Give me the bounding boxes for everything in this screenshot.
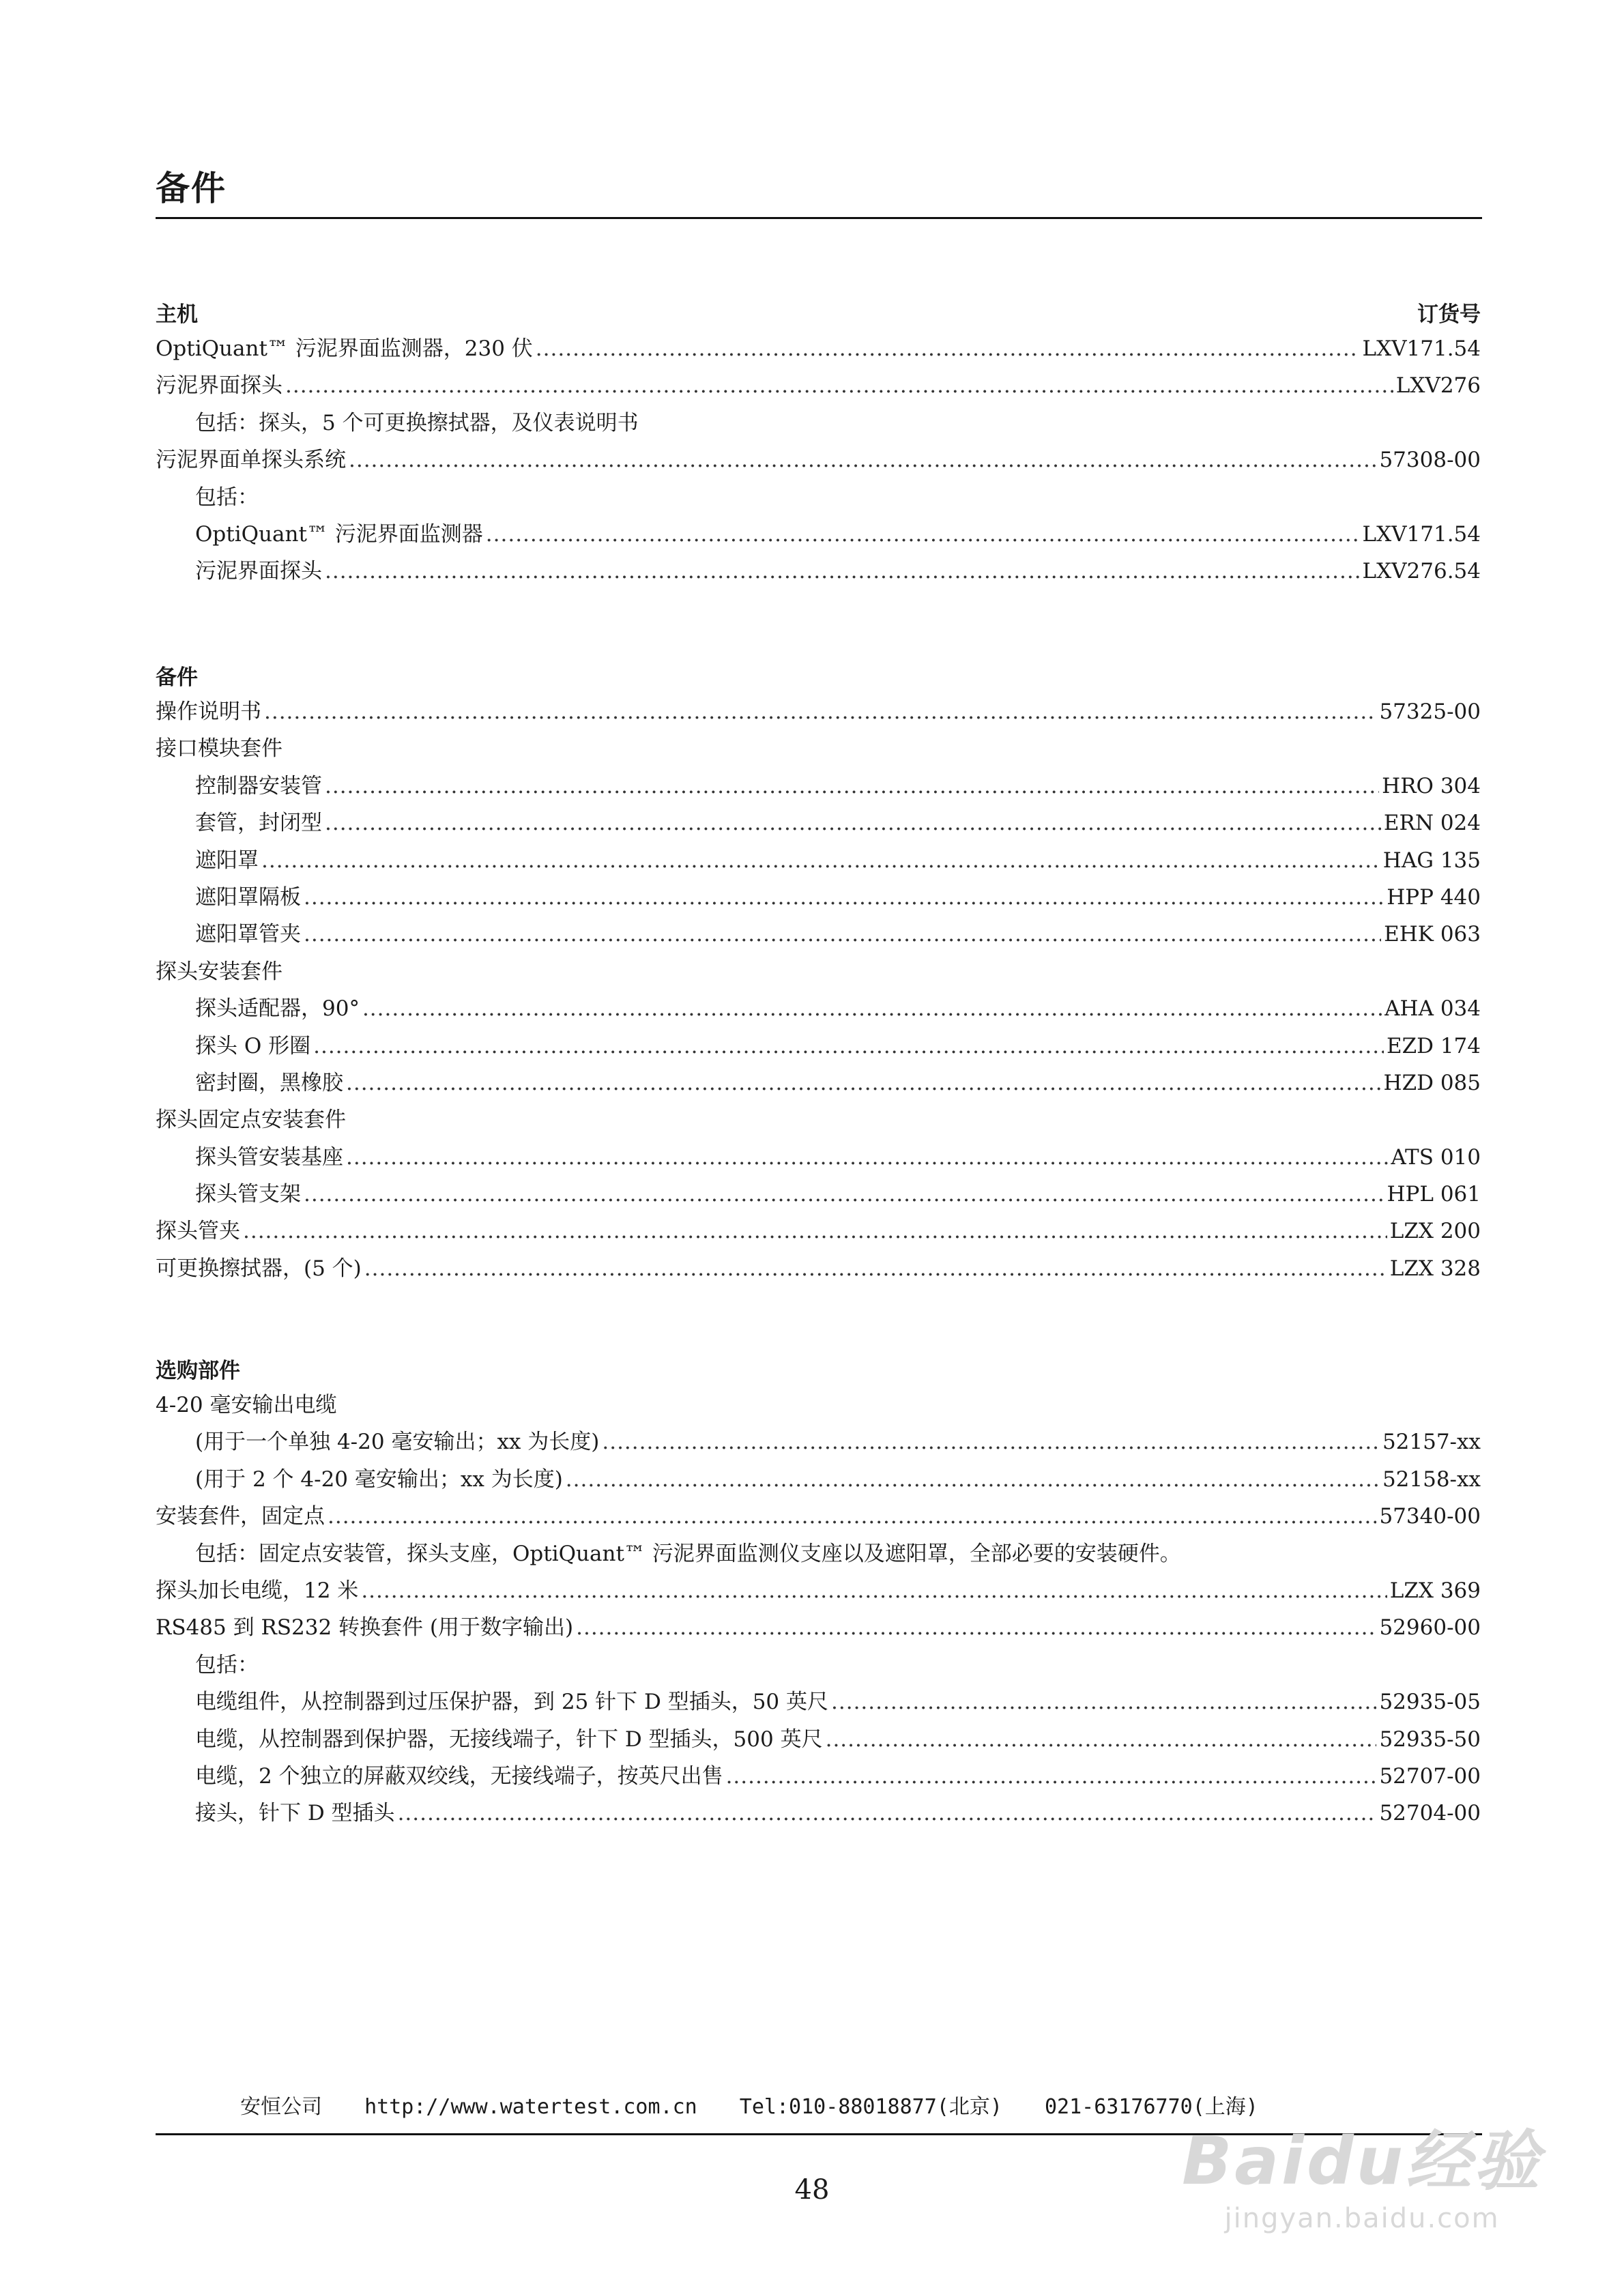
list-group: 接口模块套件 xyxy=(156,736,282,762)
list-item: 探头管夹 ..... LZX 200 xyxy=(156,1213,1481,1250)
list-item: 遮阳罩管夹 ..... EHK 063 xyxy=(156,916,1481,953)
footer-tel-beijing: Tel:010-88018877(北京) xyxy=(739,2095,1002,2119)
footer-contact xyxy=(240,2090,1288,2120)
list-note: 包括： xyxy=(195,1652,259,1677)
list-item: 接头，针下 D 型插头 ..... 52704-00 xyxy=(156,1795,1481,1832)
footer-company: 安恒公司 xyxy=(240,2095,322,2119)
watermark-url: jingyan.baidu.com xyxy=(1224,2203,1500,2234)
main-unit-section xyxy=(156,293,1481,590)
list-item: 污泥界面探头 ..... LXV276.54 xyxy=(156,553,1481,590)
order-number-heading: 订货号 xyxy=(1417,302,1481,327)
list-group: 探头安装套件 xyxy=(156,959,282,984)
list-item: 遮阳罩隔板 ..... HPP 440 xyxy=(156,879,1481,916)
list-item: 密封圈，黑橡胶 ..... HZD 085 xyxy=(156,1065,1481,1101)
list-note: 包括： xyxy=(195,485,259,510)
list-note: 包括：探头，5 个可更换擦拭器，及仪表说明书 xyxy=(195,410,639,435)
page-title: 备件 xyxy=(156,169,227,208)
baidu-watermark xyxy=(1182,2109,1542,2234)
list-item: 探头管安装基座 ..... ATS 010 xyxy=(156,1139,1481,1176)
list-item: 控制器安装管 ..... HRO 304 xyxy=(156,768,1481,805)
list-item: (用于一个单独 4-20 毫安输出；xx 为长度) ..... 52157-xx xyxy=(156,1424,1481,1460)
list-item: (用于 2 个 4-20 毫安输出；xx 为长度) ..... 52158-xx xyxy=(156,1461,1481,1498)
list-item: 污泥界面探头 ..... LXV276 xyxy=(156,367,1481,404)
list-item: OptiQuant™ 污泥界面监测器 ..... LXV171.54 xyxy=(156,516,1481,553)
spare-parts-header xyxy=(156,656,1481,691)
list-item: 套管，封闭型 ..... ERN 024 xyxy=(156,805,1481,841)
list-item: 探头管支架 ..... HPL 061 xyxy=(156,1176,1481,1213)
list-item: 操作说明书 ..... 57325-00 xyxy=(156,693,1481,730)
list-item: 探头适配器，90° ..... AHA 034 xyxy=(156,990,1481,1027)
optional-parts-header xyxy=(156,1350,1481,1384)
footer-tel-shanghai: 021-63176770(上海) xyxy=(1044,2095,1258,2119)
list-note: 包括：固定点安装管，探头支座，OptiQuant™ 污泥界面监测仪支座以及遮阳罩，全部必要的安装硬件。 xyxy=(195,1541,1181,1566)
optional-parts-section xyxy=(156,1350,1481,1832)
watermark-logo: Baidu经验 xyxy=(1182,2123,1542,2199)
optional-parts-heading: 选购部件 xyxy=(156,1359,240,1383)
list-item: 可更换擦拭器，(5 个) ..... LZX 328 xyxy=(156,1250,1481,1287)
list-item: 电缆组件，从控制器到过压保护器，到 25 针下 D 型插头，50 英尺 ..... 52935-05 xyxy=(156,1684,1481,1720)
list-item: 探头 O 形圈 ..... EZD 174 xyxy=(156,1028,1481,1065)
list-item: RS485 到 RS232 转换套件 (用于数字输出) ..... 52960-00 xyxy=(156,1609,1481,1646)
list-item: 安装套件，固定点 ..... 57340-00 xyxy=(156,1498,1481,1535)
list-item: 探头加长电缆，12 米 ..... LZX 369 xyxy=(156,1572,1481,1609)
list-group: 探头固定点安装套件 xyxy=(156,1108,346,1133)
footer-website[interactable]: http://www.watertest.com.cn xyxy=(364,2095,697,2119)
main-unit-header xyxy=(156,293,1481,328)
main-unit-heading: 主机 xyxy=(156,302,198,327)
list-item: 污泥界面单探头系统 ..... 57308-00 xyxy=(156,442,1481,478)
title-divider xyxy=(156,217,1482,219)
list-item: 遮阳罩 ..... HAG 135 xyxy=(156,842,1481,879)
spare-parts-section xyxy=(156,656,1481,1287)
page-number: 48 xyxy=(794,2174,830,2206)
list-group: 4-20 毫安输出电缆 xyxy=(156,1393,337,1417)
list-item: 电缆，从控制器到保护器，无接线端子，针下 D 型插头，500 英尺 ..... 52935-50 xyxy=(156,1721,1481,1758)
list-item: OptiQuant™ 污泥界面监测器，230 伏 ..... LXV171.54 xyxy=(156,330,1481,367)
spare-parts-heading: 备件 xyxy=(156,665,198,690)
list-item: 电缆，2 个独立的屏蔽双绞线，无接线端子，按英尺出售 ..... 52707-00 xyxy=(156,1758,1481,1795)
